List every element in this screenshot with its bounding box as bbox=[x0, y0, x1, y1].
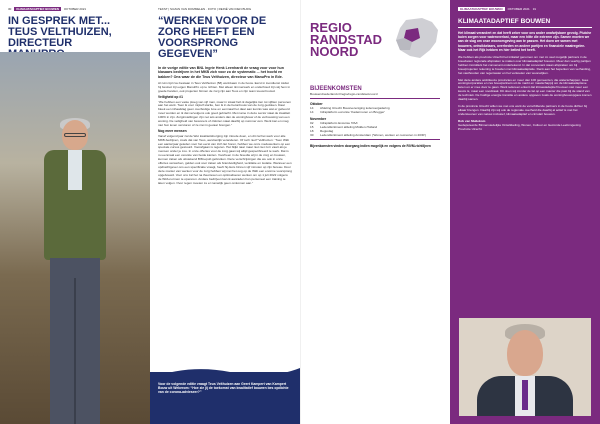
paragraph: In de provincie Utrecht willen we met ons werk de verschillende partners in de bouw dichter bij elkaar brengen. Daarbij zijn wij ook de regionale overheid die daarbij al actief is met het ondersteunen van natuur-inclusief, klimaatadaptief en circulair bouwen. bbox=[458, 103, 587, 116]
page-header bbox=[458, 6, 592, 12]
pull-quote: “WERKEN VOOR DE ZORG HEEFT EEN VOORSPRONG GEGEVEN” bbox=[158, 15, 267, 60]
events-title: BIJEENKOMSTEN bbox=[310, 86, 362, 92]
event-item: 15 Ledendiëntiment afdeling Midden-Holland bbox=[310, 125, 378, 129]
head-shape bbox=[507, 330, 543, 376]
page-column bbox=[450, 0, 600, 424]
regio-title: REGIO RANDSTAD NOORD bbox=[310, 20, 382, 59]
netherlands-map-icon bbox=[392, 16, 442, 60]
divider bbox=[310, 139, 440, 140]
tie-shape bbox=[522, 380, 528, 410]
subheading: Nog meer mensen bbox=[158, 128, 187, 133]
signature-name: Rob van Muilekom bbox=[458, 118, 486, 123]
section-tag: KLIMAATADAPTIEF BOUWEN bbox=[460, 7, 503, 11]
signature bbox=[458, 120, 592, 132]
events-url: Bouwendnederland.nl/regio/regio-randstad-noord bbox=[310, 92, 378, 96]
portrait-photo bbox=[0, 52, 150, 424]
article-body bbox=[158, 82, 292, 186]
pants-shape bbox=[50, 258, 100, 424]
events-note: Bijeenkomsten vinden doorgang indien mogelijk en volgens de RIVM-richtlijnen bbox=[310, 144, 431, 148]
page-number: 30 bbox=[8, 7, 12, 11]
event-item: 14 Infraplatform excursie 'Kadermoren en Brugger' bbox=[310, 110, 385, 114]
person-figure bbox=[42, 120, 108, 424]
event-item: 02 Infraplatform Excursie 'PAA' bbox=[310, 121, 359, 125]
section-tag: KLIMAATADAPTIEF BOUWEN bbox=[16, 7, 59, 11]
page-regio bbox=[300, 0, 450, 424]
credits-line: TEKST | SUZAN VAN DOMMELEN · FOTO | REINÉ VAN DEN BURG bbox=[158, 7, 252, 11]
events-list bbox=[310, 102, 440, 137]
author-portrait-photo bbox=[459, 318, 591, 416]
column-lead: Het klimaat verandert en dat heeft zeker voor ons ander onafwijsbare gevolg. Pluiche buien zorgen voor wateroverlast, maar een hitte die extreem zijn. Samen moeten we aan de slag om onze woonomgeving aan te passen. Het doen we samen met bouwers, ontwikkelaars, overheden en andere partijen en financiele maatregelen. Maar ook het Rijk hebben en hier belied het heeft. bbox=[458, 31, 592, 52]
article-lead: In de vorige editie van BNL Ingrie Henk Leenhardt de vraag voor voor hun klasaars bedrijven in het MKB zich voor zo de systematic ... het hoofd en bakken? Ons waar de die Teus Velthuizen, directeur van ManuPro in Ede. bbox=[158, 66, 284, 79]
column-title: KLIMAATADAPTIEF BOUWEN bbox=[458, 18, 551, 25]
divider bbox=[310, 98, 440, 99]
paragraph: We hebben als provincie Utrecht het initiatief genomen om met zo veel mogelijk partners in de bouwketen regionale afspraken te maken over klimaatadaptief bouwen. Meer dan veertig partijen hebben inmiddels het convenant ondertekend. In dat convenant staan afspraken om bij bouwprojecten rekening te houden met klimaatadaptatie. Denk aan het beperken van verharding, het vasthouden van regenwater en het verkoelen van woonwijken. bbox=[458, 55, 591, 75]
glasses-shape bbox=[64, 133, 86, 137]
shirt-shape bbox=[68, 150, 82, 190]
event-item: 30 Ledendiëntiment afdeling Amsterdam ('Wonen, werken en recreëren in 2030') bbox=[310, 133, 427, 137]
column-body bbox=[458, 56, 592, 117]
page-number: 31 bbox=[532, 7, 537, 11]
paragraph: Vanaf volgend jaar zal de Wet kwaliteitsborging zijn intrede doen, en dit zal het werk voor alle MKB-bedrijven, zoals dat van Teus, aanzienlijk veranderen. Of toch niet? Velthuizen: “Toen Wkb een aantal jaar geleden voor het eerst van zich liet horen, hebben we onze medewerkers op een speciale cursus gestuurd. Voorafgaan is regeren. Het blijkt naar maar niet niet zo'n vaart als je mensen onder je zou. In onze offertes voor de zorg gaan wij altijd gespecificeerd te werk. Dat is nu eenmaal een vereiste van beide kanten. Voorheen in de breedte wij in de zorg en bouwen, kunnen zaken als uitstekend BIM-epub gebruiken. Deze verschrijvingen die we ook in onze offertes verwerken, gelden ook voor zaken als brandveiligheid, ventilatie en isolatie. Wanneer een opdrachtgever ons een specificatie vraagt, heeft hij deze binnen vijf minuten op zijn bureau. Door deze manier van werken voor de zorg hebben wij met het oog op de Wkb een enorme voorsprong opgebouwd. Voor ons zal het na theoriesen en optimaliseren werken om op 1 juli 2022 volgens de Wkb-normen te opereren. Andere bedrijven kan ik aanraden hun personeel een training te laten volgen. Over regen moeten ze er namelijk geen omkomen aan.” bbox=[158, 133, 292, 185]
event-item: 18 Regiodag bbox=[310, 129, 334, 133]
subheading: Veiligheid op #1 bbox=[158, 94, 183, 99]
divider bbox=[458, 27, 592, 28]
next-question-box: Voor de volgende editie vraagt Teus Velthuizen aan Geert Kampert van Kampert Bouw uit Wekerom: “Hoe zie jij de toekomst van kwalitatief bouwen bes opdichte van de corona-advieseer?” bbox=[150, 372, 300, 424]
page-header bbox=[0, 0, 150, 12]
issue-date: OKTOBER 2021 bbox=[507, 7, 530, 11]
month-label: Oktober bbox=[310, 102, 323, 106]
page-interview-article bbox=[150, 0, 300, 424]
paragraph: Met deze andere ambitieuze provincies en meer dan 100 gemeenten, die waterschappen, twee woningcorporaties en zes bouwpartners uit de markt en maatschappij om de klimaatadaptieve keten en er mee door te gaan. Want iedereen erkent dat klimaatadaptief bouwen niet meer een keuze is, maar een noodzaak. Dit doen wij zonder de lat op een manier die past bij de stand van de techniek. De huidige energie transitie en andere opgaven zoals de woningbouwopgave komen daarbij samen. bbox=[458, 77, 592, 102]
intro-paragraph: Al ruim tijd zou bestaan in Teus Velthuizen (58) werkzaam in de bouw. Eerst in loondienst totdat hij besloot zijn eigen ManuPro op te richten. Met alleen timmerwerk en onderhoud zijn wij hem in goede handen, ook projecten binnen de zorg zijn aan Teus en zijn team toevertrouwd. bbox=[158, 80, 291, 93]
month-label: November bbox=[310, 117, 327, 121]
paragraph: “We hebben een vaste ploeg van vijf man, maar in totaal heb ik dagelijks tien tot vijftien personen aan het werk. Toen ik voor mijzelf startte, ben ik in de betonbouw van de zorg gedoken. Daar bleek een inhaalslag geen overbodige luxe en eenmaal het daar aan kennis was wat er gebeurd moet worden en ik dat vervolgens ook goed gebracht. Met name in deze sector staat de kwaliteit 100% in zijn. Zorginstellingen zijn net iets anders dan de woningbouw of de verbouwing van een woning. De veiligheid van bewoners of cliënten staat daarbij op nummer één. Werk kan en mag niet hun leven verstoren of ze niet in gevaar brengen.” bbox=[158, 99, 291, 127]
page-interview-cover bbox=[0, 0, 150, 424]
spine-fold bbox=[300, 0, 301, 424]
event-item: 14 Afdeling Utrecht Bouwvereniging ledenvergadering bbox=[310, 106, 390, 110]
issue-date: OKTOBER 2021 bbox=[63, 7, 87, 11]
signature-role: Gedeputeerde Binnenstedelijke Ontwikkeling, Wonen, Cultuur en Gezonde Leefomgeving Provincie Utrecht bbox=[458, 122, 581, 131]
interview-title: IN GESPREK MET... TEUS VELTHUIZEN, DIRECTEUR bbox=[8, 15, 112, 49]
